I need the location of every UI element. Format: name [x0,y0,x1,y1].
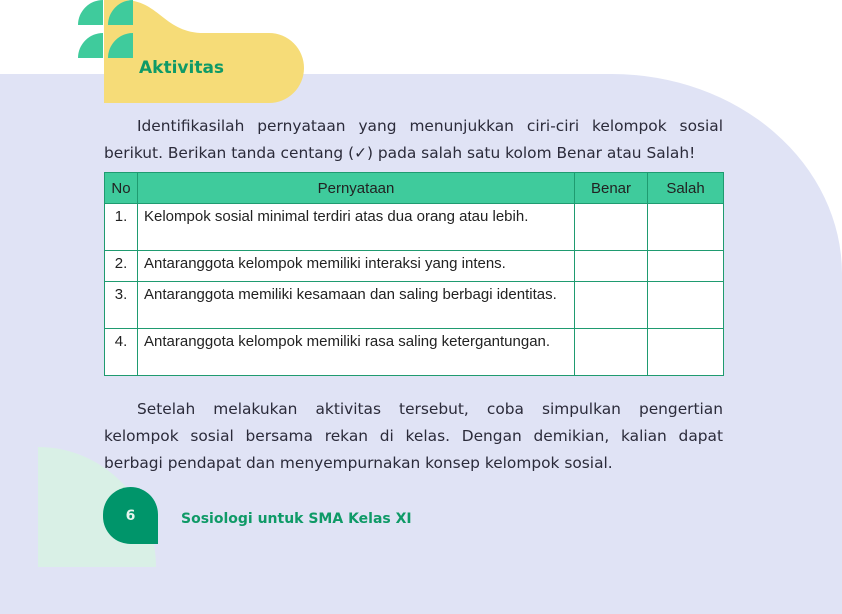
false-checkbox-cell[interactable] [648,251,724,282]
table-row [105,251,724,282]
false-checkbox-cell[interactable] [648,329,724,376]
true-checkbox-cell[interactable] [575,329,648,376]
page-number: 6 [103,487,158,544]
intro-paragraph: Identifikasilah pernyataan yang menunjukkan ciri-ciri kelompok sosial berikut. Berikan tanda centang (✓) pada salah satu kolom Benar atau Salah! [104,117,723,162]
true-checkbox-cell[interactable] [575,251,648,282]
closing-paragraph: Setelah melakukan aktivitas tersebut, coba simpulkan pengertian kelompok sosial bersama rekan di kelas. Dengan demikian, kalian dapat berbagi pendapat dan menyempurnakan konsep kelompok sosial. [104,400,723,472]
table-header-row [105,173,724,204]
book-title: Sosiologi untuk SMA Kelas XI [181,511,412,527]
row-number: 3. [105,282,138,329]
row-number: 2. [105,251,138,282]
row-statement: Antaranggota memiliki kesamaan dan saling berbagi identitas. [138,282,575,329]
row-statement: Antaranggota kelompok memiliki interaksi yang intens. [138,251,575,282]
header-false: Salah [648,173,724,204]
table-row [105,282,724,329]
header-no: No [105,173,138,204]
row-statement: Antaranggota kelompok memiliki rasa saling ketergantungan. [138,329,575,376]
row-statement: Kelompok sosial minimal terdiri atas dua orang atau lebih. [138,204,575,251]
true-checkbox-cell[interactable] [575,282,648,329]
header-statement: Pernyataan [138,173,575,204]
section-title: Aktivitas [139,58,225,78]
activity-table [104,172,724,376]
activity-tab-shape [104,0,304,103]
table-row [105,204,724,251]
false-checkbox-cell[interactable] [648,282,724,329]
false-checkbox-cell[interactable] [648,204,724,251]
row-number: 4. [105,329,138,376]
row-number: 1. [105,204,138,251]
true-checkbox-cell[interactable] [575,204,648,251]
table-row [105,329,724,376]
header-true: Benar [575,173,648,204]
